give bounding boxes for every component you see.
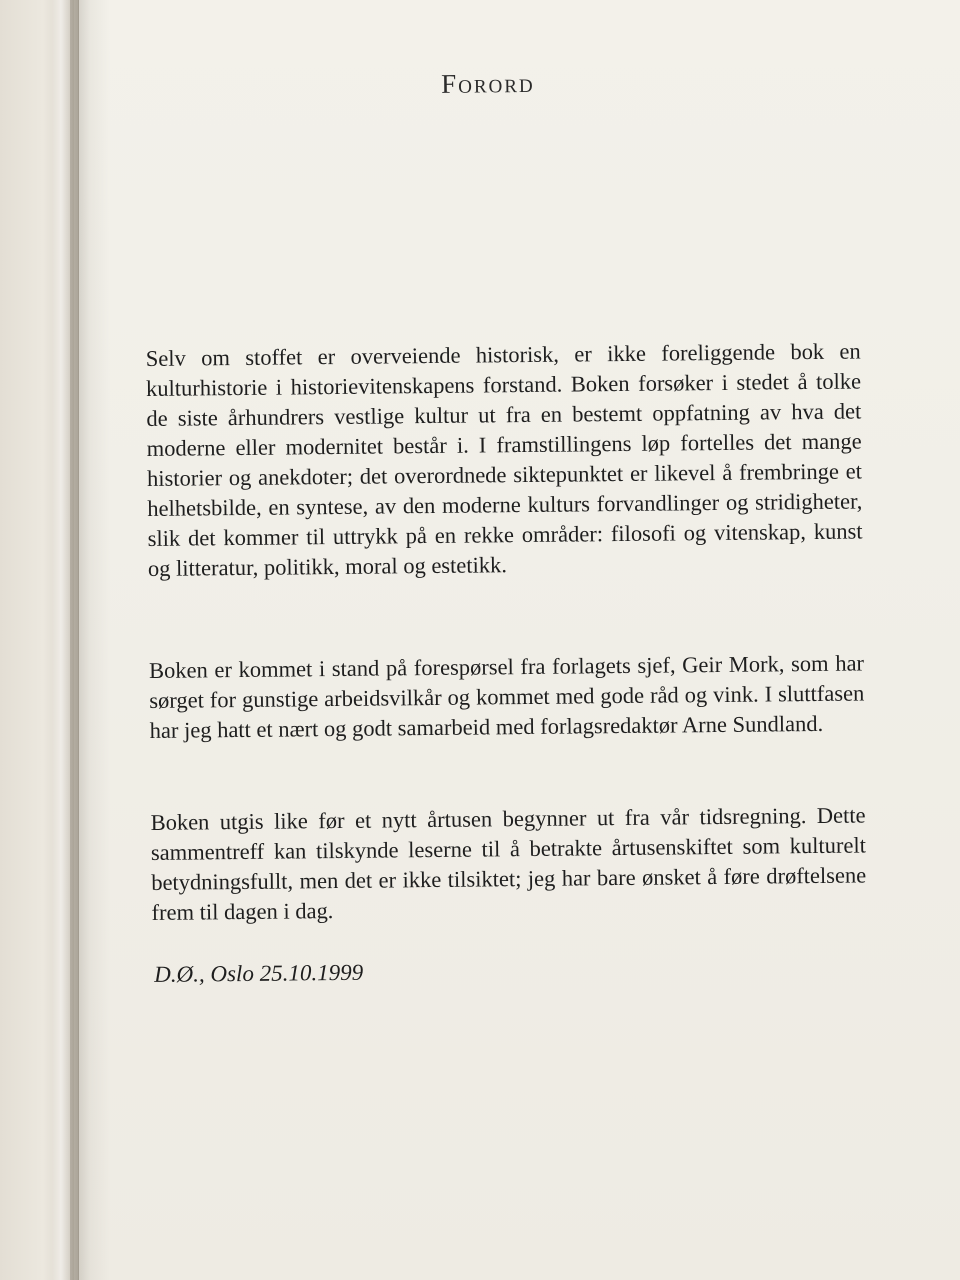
page-heading: Forord	[440, 67, 535, 99]
paragraph-2: Boken er kommet i stand på forespørsel fra forlagets sjef, Geir Mork, som har sørget for gunstige arbeidsvilkår og kommet med gode råd og vink. I sluttfasen har jeg hatt et nært og godt samarbeid med forlagsredaktør Arne Sundland.	[148, 650, 865, 743]
right-page	[74, 0, 960, 1280]
gutter-shadow	[70, 0, 110, 1280]
signature-line: D.Ø., Oslo 25.10.1999	[154, 959, 364, 987]
paragraph-1: Selv om stoffet er overveiende historisk, er ikke foreliggende bok en kulturhistorie i historievitenskapens forstand. Boken forsøker i stedet å tolke de siste århundrers vestlige kultur ut fra en bestemt oppfatning av hva det moderne eller modernitet består i. I framstillingens løp fortelles det mange historier og anekdoter; det overordnede siktepunktet er likevel å frembringe et helhetsbilde, en syntese, av den moderne kulturs forvandlinger og stridigheter, slik det kommer til uttrykk på en rekke områder: filosofi og vitenskap, kunst og litteratur, politikk, moral og estetikk.	[145, 338, 863, 581]
paragraph-3: Boken utgis like før et nytt årtusen begynner ut fra vår tidsregning. Dette sammentreff kan tilskynde leserne til å betrakte årtusenskiftet som kulturelt betydningsfullt, men det er ikke tilsiktet; jeg har bare ønsket å føre drøftelsene frem til dagen i dag.	[150, 802, 867, 925]
